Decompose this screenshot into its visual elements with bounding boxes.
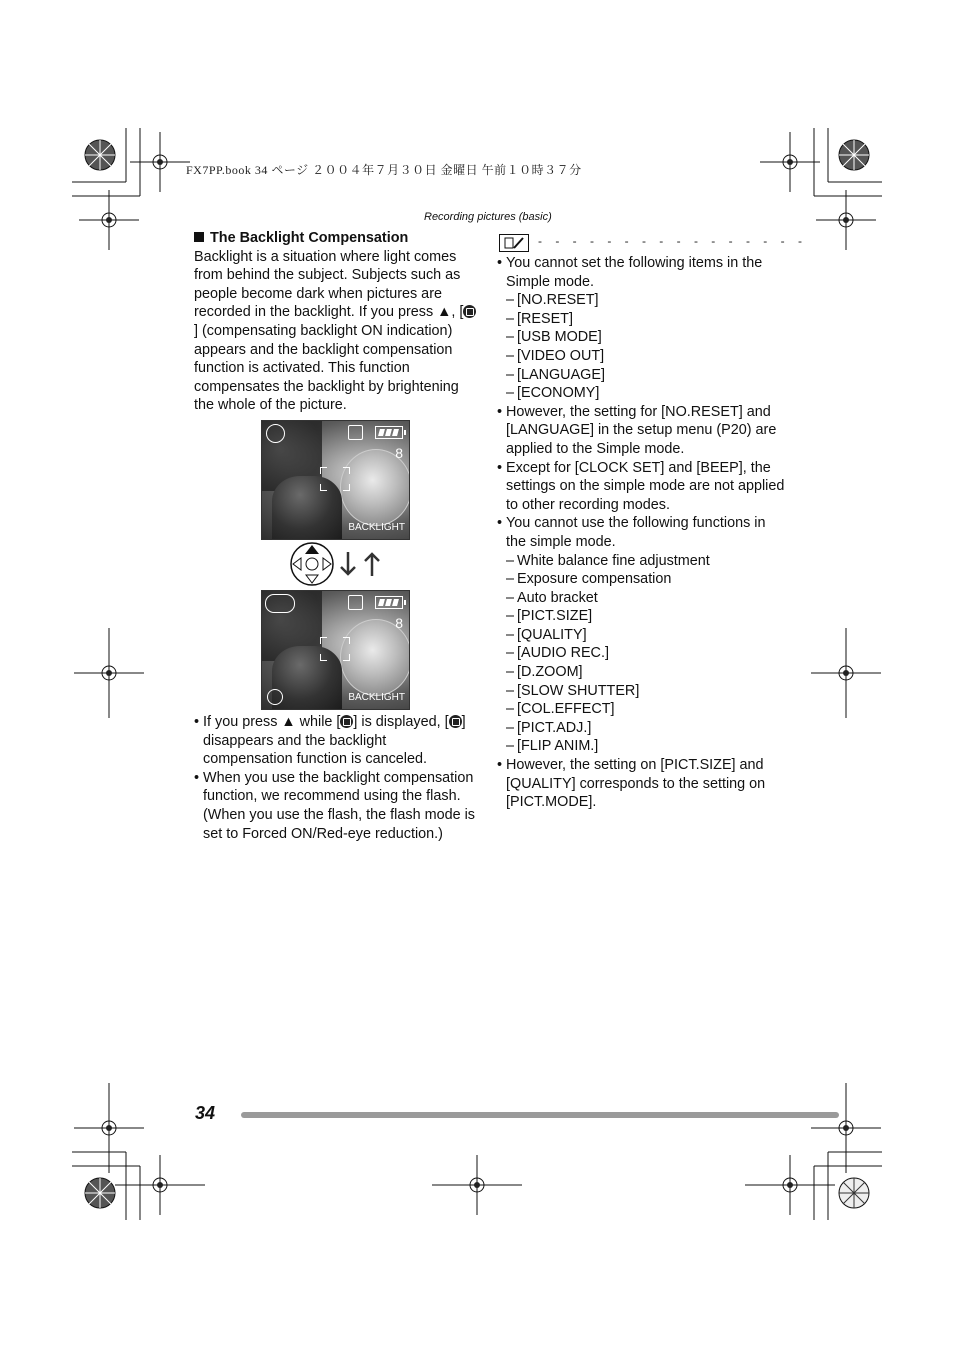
list-item: • Except for [CLOCK SET] and [BEEP], the settings on the simple mode are not applied to other recording modes. [497,459,787,515]
sub-list-item: – [SLOW SHUTTER] [506,682,787,701]
backlight-icon [340,715,353,728]
backlight-label: BACKLIGHT [348,522,405,533]
backlight-on-icon [267,689,283,705]
sub-list-item: – [LANGUAGE] [506,366,787,385]
frame-icon [348,595,363,610]
camera-screen-before [261,420,410,540]
sub-list-item: – [FLIP ANIM.] [506,737,787,756]
list-item: • You cannot set the following items in the Simple mode. – [NO.RESET] – [RESET] – [USB MODE] – [VIDEO OUT] – [LANGUAGE] – [ECONOMY] [497,254,787,403]
sub-list-item: – [COL.EFFECT] [506,700,787,719]
sub-list-item: – [USB MODE] [506,328,787,347]
left-bullets [194,713,479,843]
square-bullet-icon [194,232,204,242]
note-icon [499,234,529,252]
flash-redeye-icon [265,594,295,613]
sub-list-item: – [RESET] [506,310,787,329]
sub-list-item: – White balance fine adjustment [506,552,787,571]
sub-list [506,552,787,757]
sub-list-item: – [D.ZOOM] [506,663,787,682]
section-heading: The Backlight Compensation [194,229,479,248]
battery-icon [375,426,403,439]
sub-list-item: – Auto bracket [506,589,787,608]
backlight-icon [449,715,462,728]
list-item: • You cannot use the following functions in the simple mode. – White balance fine adjustment – Exposure compensation – Auto bracket – [PICT.SIZE] – [QUALITY] – [AUDIO REC.] – [D.ZOOM] – [SLOW SHUTTER] – [COL.EFFECT] – [PICT.ADJ.] – [FLIP ANIM.] [497,514,787,756]
note-divider: - - - - - - - - - - - - - - - - [538,234,807,248]
focus-frame [320,637,350,661]
backlight-icon [463,305,476,318]
sub-list-item: – [QUALITY] [506,626,787,645]
cursor-button-diagram [288,542,388,586]
right-column [497,254,787,812]
list-item: • However, the setting for [NO.RESET] and [LANGUAGE] in the setup menu (P20) are applied to the Simple mode. [497,403,787,459]
sub-list-item: – [PICT.ADJ.] [506,719,787,738]
page-number: 34 [195,1103,216,1123]
camera-screen-after [261,590,410,710]
intro-paragraph: Backlight is a situation where light comes from behind the subject. Subjects such as people become dark when pictures are recorded in the backlight. If you press ▲, [] (compensating backlight ON indication) appears and the backlight compensation function is activated. This function compensates the backlight by brightening the whole of the picture. [194,248,479,415]
battery-icon [375,596,403,609]
page-bar [241,1112,839,1118]
sub-list-item: – [VIDEO OUT] [506,347,787,366]
remaining-count: 8 [395,615,403,631]
sub-list-item: – [ECONOMY] [506,384,787,403]
sub-list-item: – [AUDIO REC.] [506,644,787,663]
list-item: • If you press ▲ while [ ] is displayed, [ ] disappears and the backlight compensation function is canceled. [194,713,479,769]
list-item: • However, the setting on [PICT.SIZE] and [QUALITY] corresponds to the setting on [PICT.MODE]. [497,756,787,812]
remaining-count: 8 [395,445,403,461]
frame-icon [348,425,363,440]
left-column [194,229,479,415]
flash-auto-icon [266,424,285,443]
sub-list-item: – Exposure compensation [506,570,787,589]
backlight-label: BACKLIGHT [348,692,405,703]
toggle-arrows-icon [341,552,379,576]
running-head: Recording pictures (basic) [424,211,552,223]
focus-frame [320,467,350,491]
list-item: • When you use the backlight compensation function, we recommend using the flash. (When you use the flash, the flash mode is set to Forced ON/Red-eye reduction.) [194,769,479,843]
sub-list-item: – [PICT.SIZE] [506,607,787,626]
sub-list [506,291,787,403]
print-info: FX7PP.book 34 ページ ２００４年７月３０日 金曜日 午前１０時３７分 [186,163,582,177]
sub-list-item: – [NO.RESET] [506,291,787,310]
